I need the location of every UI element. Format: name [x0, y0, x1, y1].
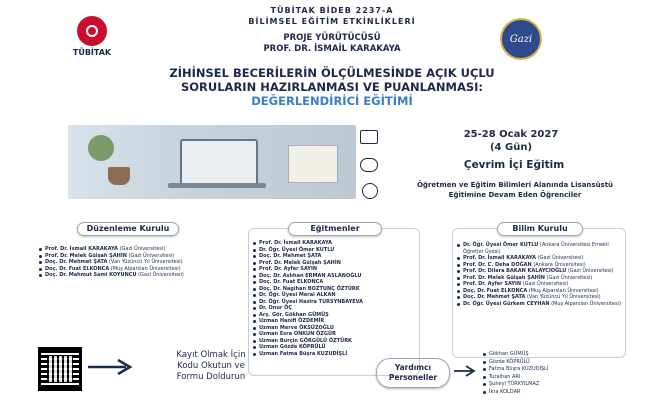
program-line-2: BİLİMSEL EĞİTİM ETKİNLİKLERİ — [248, 17, 416, 26]
assistant-member: Şuheyl TÜRKYILMAZ — [482, 381, 622, 389]
audience-icon — [362, 183, 378, 199]
member-name: Prof. Dr. Dilara BAKAN KALAYCIOĞLU — [463, 268, 567, 274]
subtitle: DEĞERLENDİRİCİ EĞİTİMİ — [251, 94, 413, 108]
project-lead: PROF. DR. İSMAİL KARAKAYA — [263, 44, 401, 54]
member-affiliation: (Gazi Üniversitesi) — [546, 274, 593, 281]
member-name: Uzman Fatma Büşra KUZUDİŞLİ — [259, 350, 348, 357]
member-name: Doç. Dr. Fuat ELKONCA — [463, 287, 528, 294]
main-title-line-1: ZİHİNSEL BECERİLERİN ÖLÇÜLMESİNDE AÇIK UÇLU — [169, 66, 495, 80]
notebook-image — [288, 145, 338, 183]
member-affiliation: (Gazi Üniversitesi) — [522, 281, 569, 287]
cup-image — [108, 167, 130, 185]
arrow-right-icon — [86, 358, 136, 376]
member-affiliation: (Gazi Üniversitesi) — [537, 255, 584, 261]
trainers-committee — [252, 222, 418, 357]
scientific-member — [456, 301, 624, 308]
online-meeting-icon — [360, 158, 378, 172]
member-affiliation: (Gazi Üniversitesi) — [567, 268, 614, 274]
assistants-title — [376, 358, 450, 388]
member-name: Dr. Öğr. Üyesi Gürkem CEYHAN — [463, 300, 550, 307]
main-title-line-2: SORULARIN HAZIRLANMASI VE PUANLANMASI: — [180, 80, 484, 94]
member-affiliation: (Gazi Üniversitesi) — [128, 252, 175, 259]
member-affiliation: (Gazi Üniversitesi) — [119, 246, 166, 252]
member-name: Uzman Gözde KÖPRÜLÜ — [259, 344, 326, 350]
member-affiliation: (Van Yüzüncü Yıl Üniversitesi) — [526, 294, 601, 300]
trainer-member — [252, 351, 418, 358]
member-affiliation: (Ankara Üniversitesi Emekli Öğretim Üyesi) — [463, 242, 609, 255]
laptop-base-image — [168, 183, 266, 188]
member-name: Dr. Öğr. Üyesi Ömer KUTLU — [259, 246, 335, 253]
calendar-icon — [360, 130, 378, 144]
organizing-member — [38, 272, 218, 279]
member-affiliation: (Van Yüzüncü Yıl Üniversitesi) — [108, 259, 183, 265]
member-name: Dr. Onur ÖÇ — [259, 305, 293, 311]
member-name: Doç. Dr. Aslıhan ERMAN ASLANOĞLU — [259, 272, 362, 279]
assistants-list — [482, 351, 622, 396]
main-title — [0, 66, 664, 94]
trainers-list — [252, 240, 418, 357]
member-name: Prof. Dr. Ayfer SAYIN — [259, 266, 318, 272]
scientific-committee — [456, 222, 624, 307]
member-affiliation: (Ankara Üniversitesi) — [533, 261, 586, 268]
assistants-arrow-icon — [452, 364, 478, 378]
project-role: PROJE YÜRÜTÜCÜSÜ — [283, 33, 381, 43]
event-format: Çevrim İçi Eğitim — [463, 159, 565, 171]
tubitak-logo — [62, 16, 122, 62]
member-affiliation: (Muş Alparslan Üniversitesi) — [110, 265, 181, 272]
assistant-member: Turalhan ARI — [482, 374, 622, 382]
event-audience: Öğretmen ve Eğitim Bilimleri Alanında Lisansüstü Eğitimine Devam Eden Öğrenciler — [416, 181, 614, 199]
member-name: Prof. Dr. Melek Gülşah ŞAHİN — [463, 274, 545, 281]
member-name: Prof. Dr. İsmail KARAKAYA — [45, 246, 118, 252]
member-name: Uzman Merve ÖKSÜZOĞLU — [259, 324, 334, 331]
member-name: Doç. Dr. Nagihan BOZTUNÇ ÖZTÜRK — [259, 285, 360, 292]
registration-qr-code[interactable] — [38, 347, 82, 391]
member-name: Prof. Dr. C. Deha DOĞAN — [463, 261, 532, 268]
member-name: Dr. Öğr. Üyesi Ömer KUTLU — [463, 242, 539, 248]
registration-instructions — [146, 350, 276, 383]
scientific-committee-list — [456, 242, 624, 307]
program-line-1: TÜBİTAK BİDEB 2237-A — [270, 6, 394, 15]
organizing-committee-title: Düzenleme Kurulu — [77, 222, 179, 236]
event-dates — [400, 128, 622, 154]
workspace-photo — [68, 125, 356, 199]
member-name: Prof. Dr. Melek Gülşah ŞAHİN — [259, 259, 341, 266]
tubitak-logo-text: TÜBİTAK — [72, 48, 112, 57]
event-date-range: 25-28 Ocak 2027 — [463, 129, 559, 140]
assistant-member: Fatma Büşra KUZUDİŞLİ — [482, 366, 622, 374]
member-affiliation: (Muş Alparslan Üniversitesi) — [551, 300, 621, 307]
assistant-member: Gözde KÖPRÜLÜ — [482, 359, 622, 367]
laptop-image — [180, 139, 258, 187]
member-name: Arş. Gör. Gökhan GÜMÜŞ — [259, 311, 329, 318]
member-name: Uzman Esra ONKUN ÖZGÜR — [259, 331, 336, 337]
member-name: Dr. Öğr. Üyesi Hazira TURSYNBAYEVA — [259, 298, 364, 305]
member-name: Doç. Dr. Mahmut Sami KOYUNCU — [45, 272, 137, 278]
member-name: Doç. Dr. Mehmet ŞATA — [463, 294, 526, 300]
plant-image — [88, 135, 114, 161]
tubitak-emblem-icon — [77, 16, 107, 46]
organizing-committee — [38, 222, 218, 279]
assistants-title-line-2: Personeller — [388, 373, 438, 382]
member-name: Prof. Dr. Ayfer SAYIN — [463, 281, 522, 287]
member-name: Doç. Dr. Mehmet ŞATA — [259, 253, 322, 259]
member-name: Uzman Hanifi ÖZDEMİR — [259, 318, 325, 324]
organizing-committee-list — [38, 246, 218, 279]
scientific-member — [456, 242, 624, 255]
member-name: Dr. Öğr. Üyesi Meral ALKAN — [259, 292, 336, 298]
member-name: Prof. Dr. Melek Gülşah ŞAHİN — [45, 252, 127, 259]
member-name: Prof. Dr. İsmail KARAKAYA — [259, 240, 332, 246]
assistant-member: İkra KOLDAR — [482, 389, 622, 397]
member-name: Uzman Burçin GÖRGÜLÜ ÖZTÜRK — [259, 337, 352, 344]
gazi-university-logo — [500, 18, 542, 60]
registration-line-2: Kodu Okutun ve — [177, 361, 245, 371]
member-affiliation: (Muş Alparslan Üniversitesi) — [528, 287, 599, 294]
assistant-member: Gökhan GÜMÜŞ — [482, 351, 622, 359]
registration-line-1: Kayıt Olmak İçin — [176, 350, 246, 360]
event-duration: (4 Gün) — [489, 142, 533, 153]
member-name: Prof. Dr. İsmail KARAKAYA — [463, 255, 536, 261]
member-name: Doç. Dr. Fuat ELKONCA — [45, 265, 110, 272]
member-name: Doç. Dr. Fuat ELKONCA — [259, 279, 324, 285]
scientific-committee-title: Bilim Kurulu — [497, 222, 583, 236]
member-affiliation: (Gazi Üniversitesi) — [138, 272, 184, 278]
trainers-title: Eğitmenler — [288, 222, 382, 236]
registration-line-3: Formu Doldurun — [176, 372, 246, 382]
member-name: Doç. Dr. Mehmet ŞATA — [45, 259, 108, 265]
assistants-title-line-1: Yardımcı — [394, 363, 432, 372]
gazi-logo-text: Gazi — [509, 33, 533, 45]
